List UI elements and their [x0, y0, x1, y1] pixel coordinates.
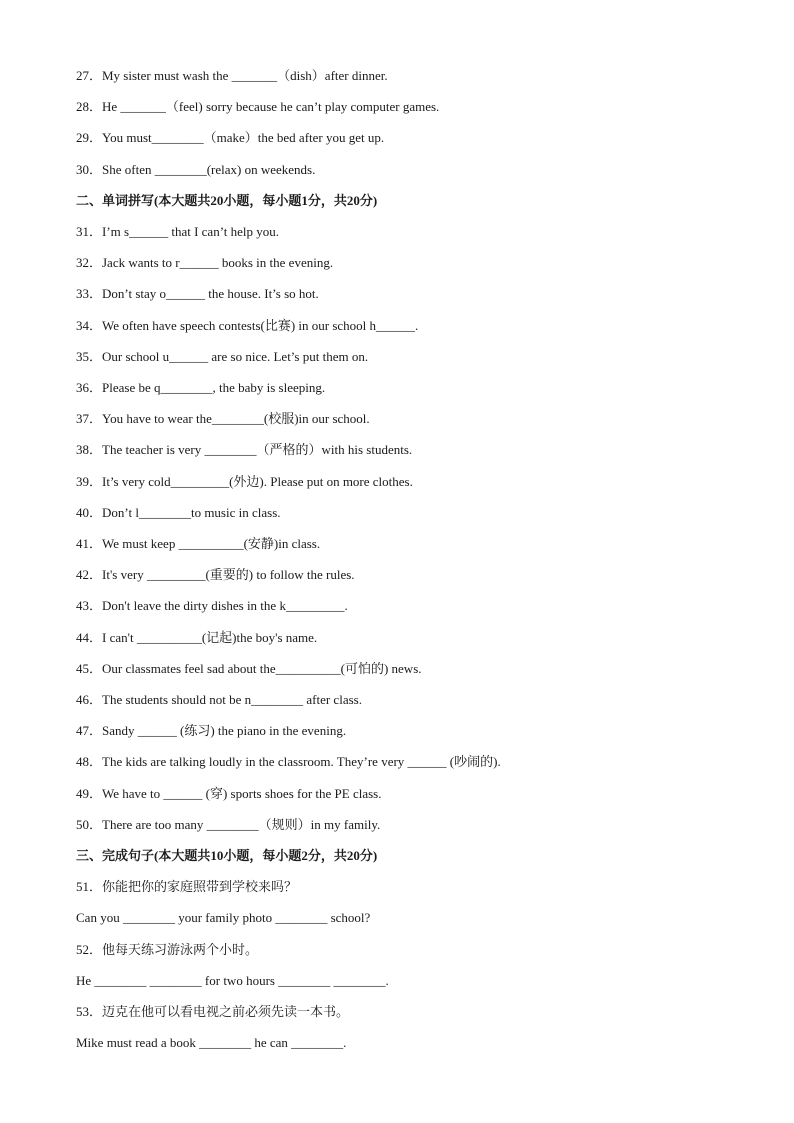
question-line: 51．你能把你的家庭照带到学校来吗？ — [76, 879, 298, 894]
question-line: 52．他每天练习游泳两个小时。 — [76, 942, 259, 957]
question-line: 41．We must keep __________(安静)in class. — [76, 536, 321, 551]
question-line: 40．Don’t l________to music in class. — [76, 505, 281, 520]
question-line: 32．Jack wants to r______ books in the evening. — [76, 255, 334, 270]
question-line: 28．He _______（feel) sorry because he can’t play computer games. — [76, 99, 440, 114]
question-line: 45．Our classmates feel sad about the__________(可怕的) news. — [76, 661, 422, 676]
question-line: 29．You must________（make）the bed after you get up. — [76, 130, 385, 145]
question-line: 43．Don't leave the dirty dishes in the k_________. — [76, 598, 348, 613]
question-line: 46．The students should not be n________ after class. — [76, 692, 362, 707]
question-line: 36．Please be q________, the baby is sleeping. — [76, 380, 326, 395]
question-line: 31．I’m s______ that I can’t help you. — [76, 224, 280, 239]
question-line: 42．It's very _________(重要的) to follow the rules. — [76, 567, 355, 582]
question-line: 48．The kids are talking loudly in the classroom. They’re very ______ (吵闹的). — [76, 754, 501, 769]
question-line: Mike must read a book ________ he can ________. — [76, 1035, 347, 1050]
question-line: 30．She often ________(relax) on weekends. — [76, 162, 316, 177]
question-line: 33．Don’t stay o______ the house. It’s so hot. — [76, 286, 319, 301]
question-line: 50．There are too many ________（规则）in my family. — [76, 817, 381, 832]
question-line: 53．迈克在他可以看电视之前必须先读一本书。 — [76, 1004, 350, 1019]
question-line: 27．My sister must wash the _______（dish）after dinner. — [76, 68, 388, 83]
question-line: Can you ________ your family photo ________ school? — [76, 910, 371, 925]
question-line: He ________ ________ for two hours ________ ________. — [76, 973, 389, 988]
section-heading: 三、完成句子(本大题共10小题，每小题2分，共20分) — [76, 848, 378, 863]
question-line: 37．You have to wear the________(校服)in our school. — [76, 411, 370, 426]
question-line: 39．It’s very cold_________(外边). Please put on more clothes. — [76, 474, 413, 489]
question-line: 49．We have to ______ (穿) sports shoes for the PE class. — [76, 786, 382, 801]
question-line: 34．We often have speech contests(比赛) in our school h______. — [76, 318, 419, 333]
section-heading: 二、单词拼写(本大题共20小题，每小题1分，共20分) — [76, 193, 378, 208]
question-line: 38．The teacher is very ________（严格的）with his students. — [76, 442, 413, 457]
question-line: 35．Our school u______ are so nice. Let’s put them on. — [76, 349, 369, 364]
question-line: 47．Sandy ______ (练习) the piano in the evening. — [76, 723, 347, 738]
question-line: 44．I can't __________(记起)the boy's name. — [76, 630, 318, 645]
